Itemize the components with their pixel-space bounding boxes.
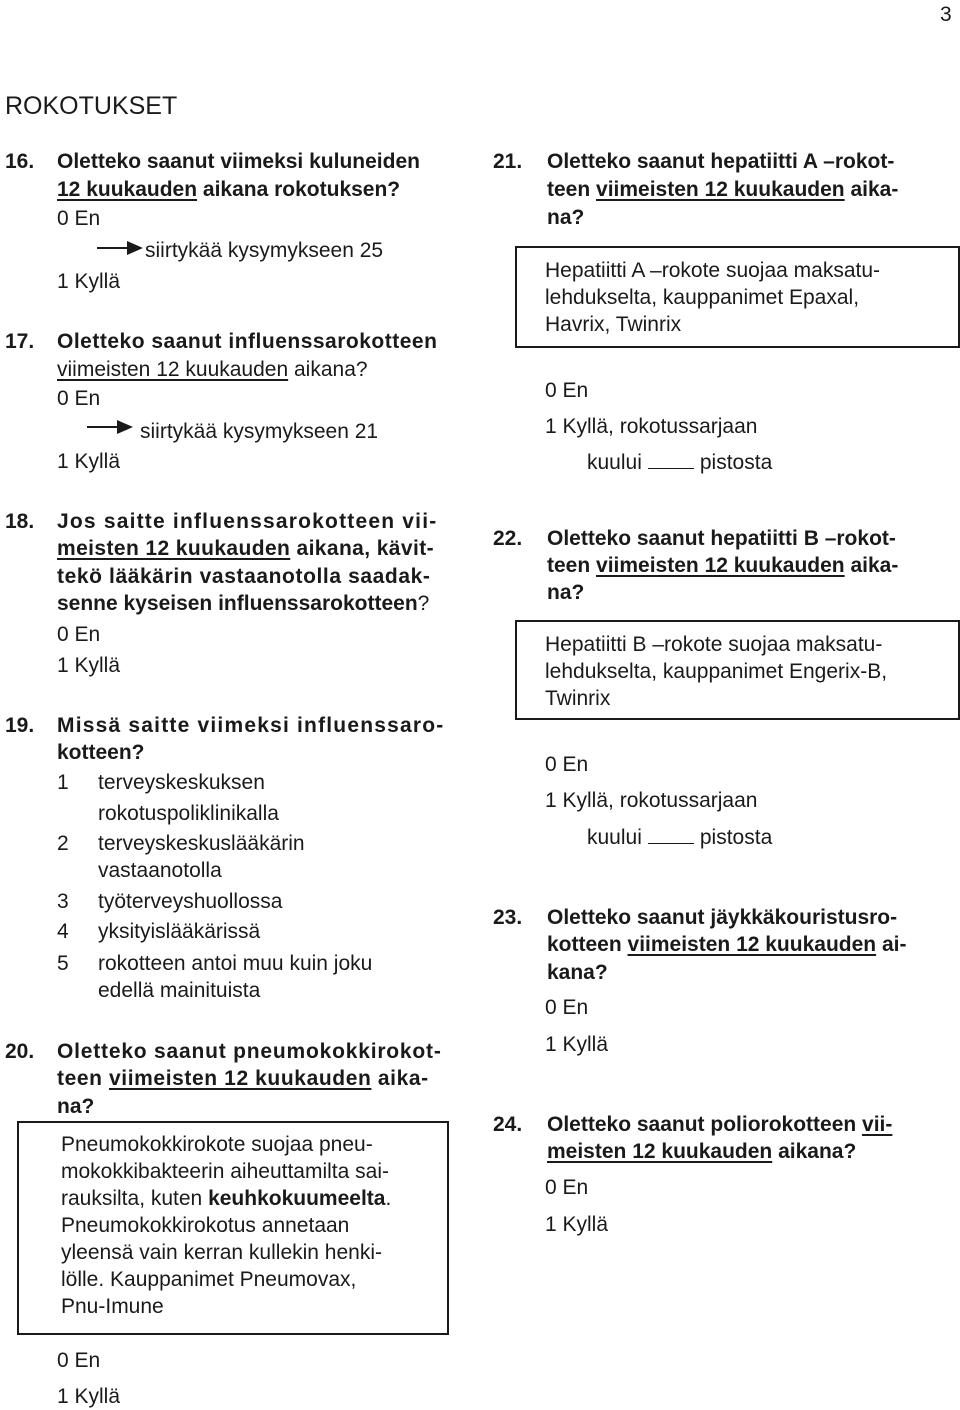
question-text: na? xyxy=(547,206,585,229)
question-text: na? xyxy=(547,581,585,604)
question-text: Oletteko saanut jäykkäkouristusro- xyxy=(547,906,898,929)
option-en[interactable]: 0 En xyxy=(57,623,101,646)
option-kylla[interactable]: 1 Kyllä xyxy=(545,1213,609,1236)
question-text: Oletteko saanut hepatiitti B –rokot- xyxy=(547,527,896,550)
info-text: Pneumokokkirokotus annetaan xyxy=(61,1214,350,1237)
info-text: lehdukselta, kauppanimet Engerix-B, xyxy=(545,660,888,683)
question-text: na? xyxy=(57,1095,95,1118)
option-label[interactable]: terveyskeskuksen xyxy=(98,771,265,794)
question-text: teen viimeisten 12 kuukauden aika- xyxy=(547,554,899,577)
question-text: Oletteko saanut hepatiitti A –rokot- xyxy=(547,150,895,173)
option-kylla[interactable]: 1 Kyllä xyxy=(57,270,121,293)
option-label[interactable]: terveyskeskuslääkärin xyxy=(98,832,305,855)
info-text: rauksilta, kuten keuhkokuumeelta. xyxy=(61,1187,392,1210)
question-text: viimeisten 12 kuukauden aikana? xyxy=(57,358,368,381)
option-label[interactable]: rokotteen antoi muu kuin joku xyxy=(98,952,373,975)
question-number: 16. xyxy=(5,150,35,173)
option-en[interactable]: 0 En xyxy=(57,387,101,410)
option-number: 2 xyxy=(57,832,69,855)
question-text: meisten 12 kuukauden aikana? xyxy=(547,1140,857,1163)
option-label[interactable]: vastaanotolla xyxy=(98,859,222,882)
option-kylla[interactable]: 1 Kyllä xyxy=(57,450,121,473)
option-en[interactable]: 0 En xyxy=(57,1349,101,1372)
option-kylla[interactable]: 1 Kyllä xyxy=(545,1033,609,1056)
skip-instruction: siirtykää kysymykseen 21 xyxy=(140,420,379,443)
question-number: 19. xyxy=(5,714,35,737)
question-text: Jos saitte influenssarokotteen vii- xyxy=(57,510,438,533)
info-text: mokokkibakteerin aiheuttamilta sai- xyxy=(61,1160,389,1183)
option-en[interactable]: 0 En xyxy=(545,753,589,776)
option-number: 3 xyxy=(57,890,69,913)
question-text: tekö lääkärin vastaanotolla saadak- xyxy=(57,565,431,588)
question-text: kotteen? xyxy=(57,741,145,764)
question-text: Missä saitte viimeksi influenssaro- xyxy=(57,714,445,737)
question-text: Oletteko saanut influenssarokotteen xyxy=(57,330,438,353)
info-text: Havrix, Twinrix xyxy=(545,313,682,336)
question-number: 20. xyxy=(5,1040,35,1063)
page-title: ROKOTUKSET xyxy=(5,92,178,120)
option-en[interactable]: 0 En xyxy=(57,207,101,230)
page-number: 3 xyxy=(940,3,952,26)
info-text: Pnu-Imune xyxy=(61,1295,164,1318)
question-text: kotteen viimeisten 12 kuukauden ai- xyxy=(547,933,907,956)
question-text: Oletteko saanut poliorokotteen vii- xyxy=(547,1113,893,1136)
arrow-right-icon xyxy=(97,247,139,249)
info-text: Pneumokokkirokote suojaa pneu- xyxy=(61,1133,373,1156)
info-text: Hepatiitti B –rokote suojaa maksatu- xyxy=(545,633,883,656)
question-text: 12 kuukauden aikana rokotuksen? xyxy=(57,178,401,201)
question-text: kana? xyxy=(547,961,608,984)
option-label[interactable]: yksityislääkärissä xyxy=(98,920,261,943)
question-number: 18. xyxy=(5,510,35,533)
option-kylla[interactable]: 1 Kyllä, rokotussarjaan xyxy=(545,415,758,438)
arrow-right-icon xyxy=(87,426,129,428)
option-label[interactable]: rokotuspoliklinikalla xyxy=(98,802,279,825)
question-text: teen viimeisten 12 kuukauden aika- xyxy=(547,178,899,201)
skip-instruction: siirtykää kysymykseen 25 xyxy=(145,239,384,262)
info-text: yleensä vain kerran kullekin henki- xyxy=(61,1241,382,1264)
option-en[interactable]: 0 En xyxy=(545,1176,589,1199)
question-number: 17. xyxy=(5,330,35,353)
dose-count-blank[interactable] xyxy=(648,467,694,469)
info-text: Twinrix xyxy=(545,687,611,710)
option-kylla[interactable]: 1 Kyllä xyxy=(57,1385,121,1408)
question-text: teen viimeisten 12 kuukauden aika- xyxy=(57,1067,429,1090)
option-label[interactable]: työterveyshuollossa xyxy=(98,890,283,913)
question-text: Oletteko saanut viimeksi kuluneiden xyxy=(57,150,420,173)
question-text: meisten 12 kuukauden aikana, kävit- xyxy=(57,537,434,560)
option-label[interactable]: edellä mainituista xyxy=(98,979,261,1002)
info-text: Hepatiitti A –rokote suojaa maksatu- xyxy=(545,259,881,282)
dose-count-blank[interactable] xyxy=(648,842,694,844)
option-number: 1 xyxy=(57,771,69,794)
option-kylla[interactable]: 1 Kyllä xyxy=(57,654,121,677)
question-number: 24. xyxy=(493,1113,523,1136)
question-number: 23. xyxy=(493,906,523,929)
option-en[interactable]: 0 En xyxy=(545,996,589,1019)
info-text: lehdukselta, kauppanimet Epaxal, xyxy=(545,286,860,309)
info-text: lölle. Kauppanimet Pneumovax, xyxy=(61,1268,357,1291)
option-number: 5 xyxy=(57,952,69,975)
option-kylla[interactable]: 1 Kyllä, rokotussarjaan xyxy=(545,789,758,812)
question-text: senne kyseisen influenssarokotteen? xyxy=(57,592,430,615)
question-number: 21. xyxy=(493,150,523,173)
option-number: 4 xyxy=(57,920,69,943)
option-en[interactable]: 0 En xyxy=(545,379,589,402)
dose-count-line: kuului pistosta xyxy=(587,451,773,474)
question-text: Oletteko saanut pneumokokkirokot- xyxy=(57,1040,442,1063)
question-number: 22. xyxy=(493,527,523,550)
dose-count-line: kuului pistosta xyxy=(587,826,773,849)
